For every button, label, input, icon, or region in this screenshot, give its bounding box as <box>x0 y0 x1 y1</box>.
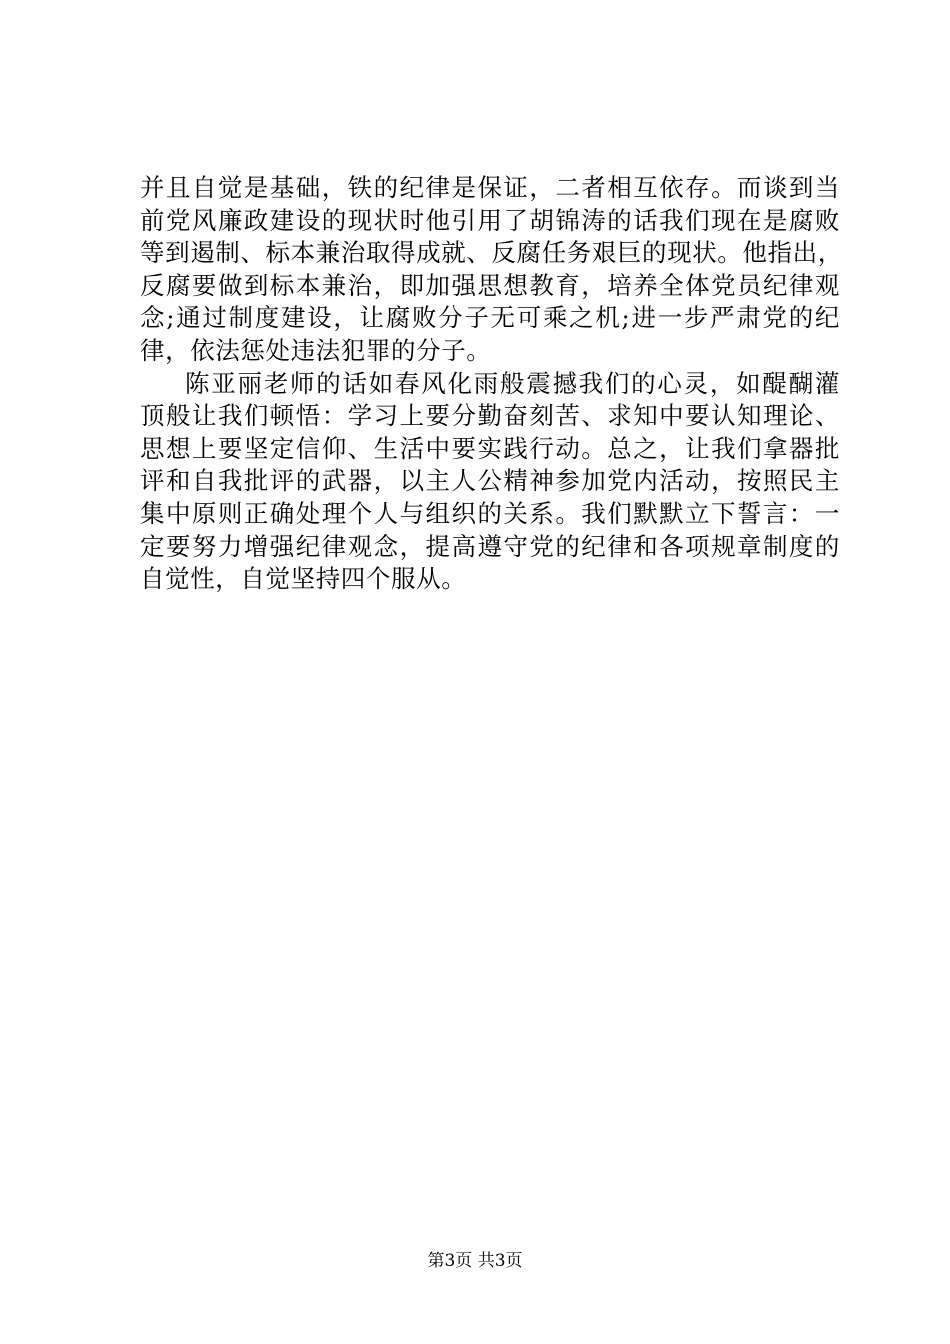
text-line: 思想上要坚定信仰、生活中要实践行动。总之，让我们拿器批 <box>140 433 840 463</box>
text-line: 定要努力增强纪律观念，提高遵守党的纪律和各项规章制度的 <box>140 531 840 561</box>
text-line: 等到遏制、标本兼治取得成就、反腐任务艰巨的现状。他指出， <box>140 238 843 268</box>
text-line: 评和自我批评的武器，以主人公精神参加党内活动，按照民主 <box>140 466 840 496</box>
text-line: 反腐要做到标本兼治，即加强思想教育，培养全体党员纪律观 <box>140 270 840 300</box>
page-number-footer: 第3页 共3页 <box>427 1251 523 1271</box>
paragraph-2 <box>140 368 840 596</box>
text-line: 自觉性，自觉坚持四个服从。 <box>140 564 467 594</box>
text-line: 并且自觉是基础，铁的纪律是保证，二者相互依存。而谈到当 <box>140 173 840 202</box>
document-body <box>140 172 843 596</box>
text-line: 顶般让我们顿悟：学习上要分勤奋刻苦、求知中要认知理论、 <box>140 401 840 431</box>
text-line: 陈亚丽老师的话如春风化雨般震撼我们的心灵，如醍醐灌 <box>185 368 840 398</box>
paragraph-1 <box>140 172 843 368</box>
text-line: 前党风廉政建设的现状时他引用了胡锦涛的话我们现在是腐败 <box>140 205 840 235</box>
text-line: 念;通过制度建设，让腐败分子无可乘之机;进一步严肃党的纪 <box>140 303 840 333</box>
text-line: 集中原则正确处理个人与组织的关系。我们默默立下誓言：一 <box>140 498 840 528</box>
text-line: 律，依法惩处违法犯罪的分子。 <box>140 335 492 365</box>
